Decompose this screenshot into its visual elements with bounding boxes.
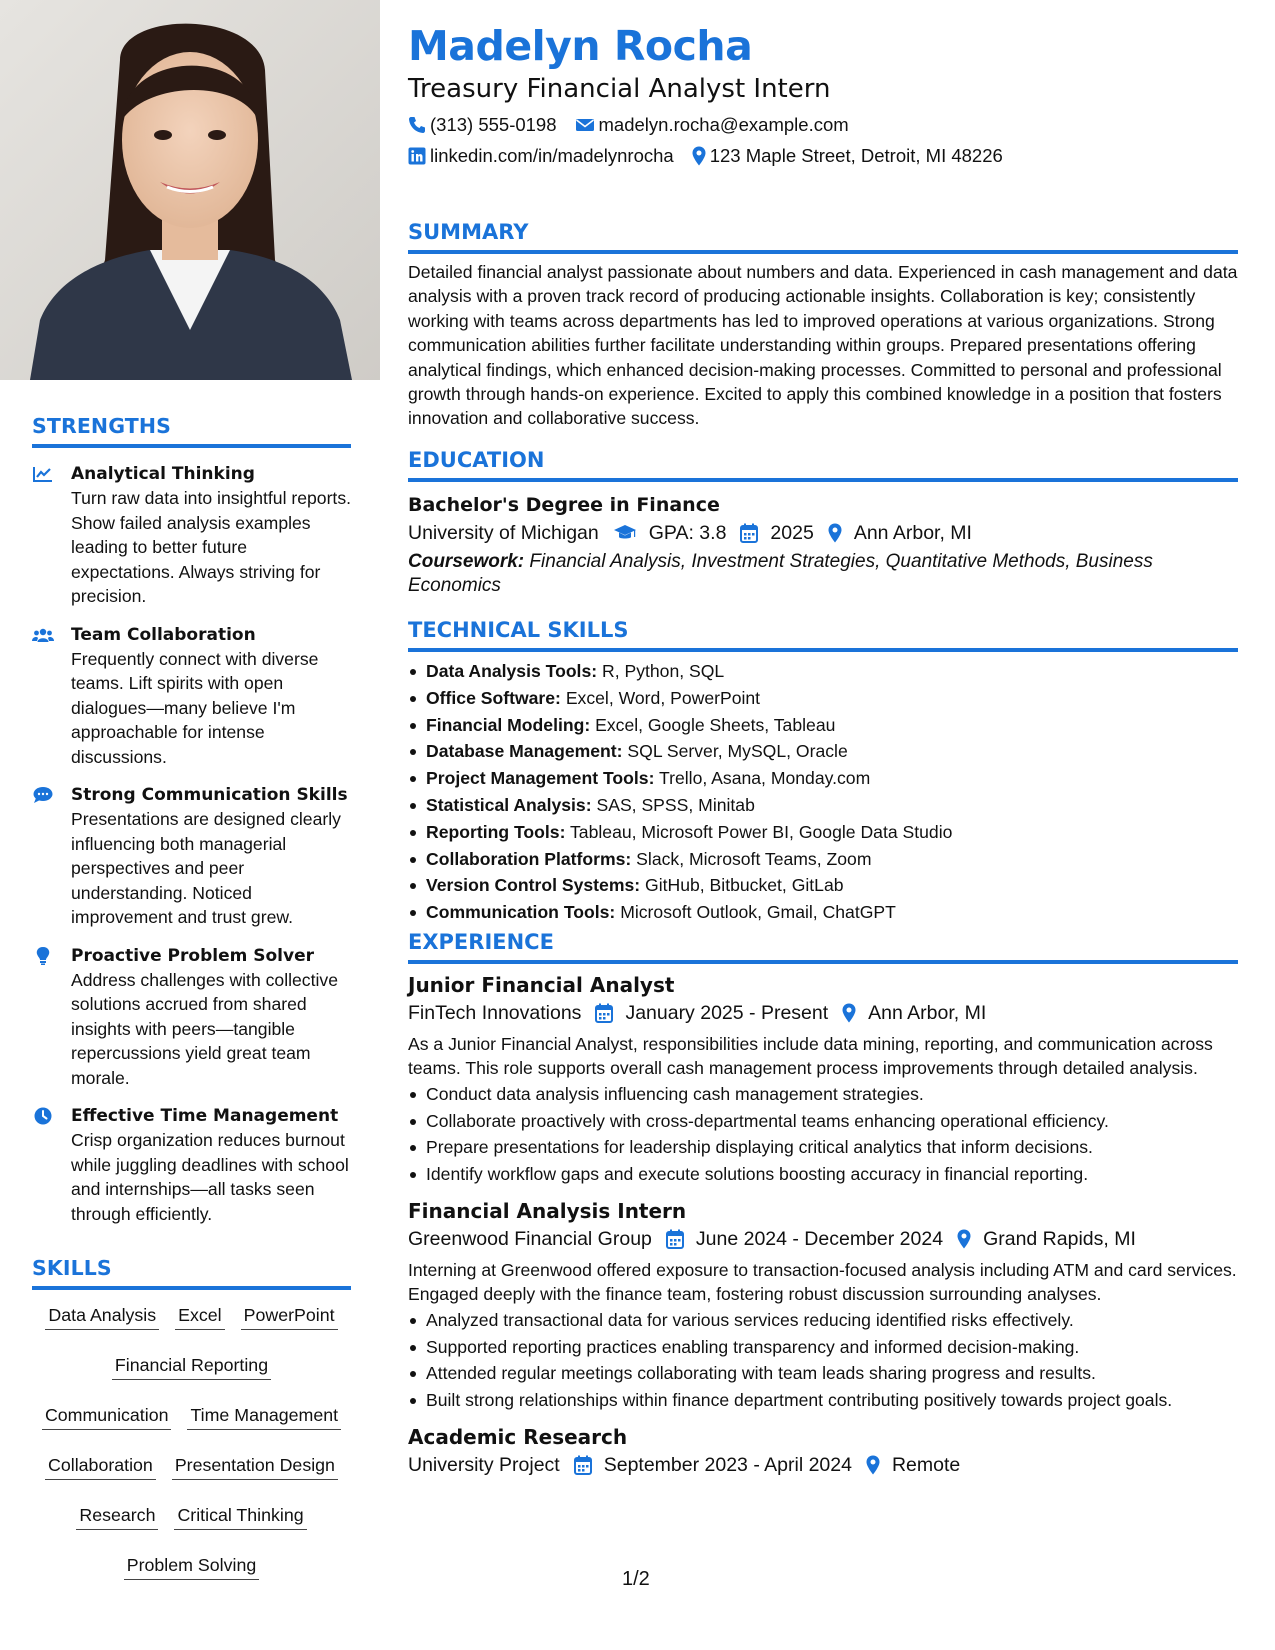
job-bullets: [408, 1307, 1238, 1414]
map-pin-icon: [866, 1455, 880, 1475]
job-meta: [408, 1224, 1238, 1254]
school-name: [408, 518, 599, 548]
skill-tag: Problem Solving: [124, 1550, 259, 1580]
strengths-heading: STRENGTHS: [32, 414, 351, 448]
year-text: 2025: [770, 522, 814, 544]
education-location: [828, 518, 972, 548]
gpa: [613, 518, 727, 548]
job-description: As a Junior Financial Analyst, responsibilities include data mining, reporting, and communication across teams. This role supports overall cash management process improvements through detailed analysis.: [408, 1034, 1213, 1079]
education-meta: [408, 518, 1238, 548]
summary-text: Detailed financial analyst passionate about numbers and data. Experienced in cash management and data analysis with a proven track record of producing actionable insights. Collaboration is key; consistently working with teams across departments has led to improved operations at various organizations. Strong communication abilities further facilitate understanding within groups. Prepared presentations offering analytical findings, which enhanced decision-making processes. Committed to personal and professional growth through hands-on experience. Excited to apply this combined knowledge in a position that fosters innovation and collaborative success.: [408, 262, 1238, 429]
strength-title: Strong Communication Skills: [71, 785, 348, 805]
skill-label: Project Management Tools:: [426, 768, 655, 789]
degree-title: Bachelor's Degree in Finance: [408, 494, 720, 516]
list-item: Identify workflow gaps and execute solutions boosting accuracy in financial reporting.: [408, 1161, 1238, 1188]
summary-heading: SUMMARY: [408, 220, 1238, 254]
page-number: 1/2: [622, 1568, 650, 1590]
linkedin-icon: [408, 147, 426, 165]
education-section: [408, 448, 1238, 598]
list-item: [408, 872, 1238, 899]
strength-desc: Crisp organization reduces burnout while juggling deadlines with school and internships—all tasks seen through efficiently.: [71, 1130, 349, 1224]
company: [408, 998, 581, 1028]
technical-skills-heading: TECHNICAL SKILLS: [408, 618, 1238, 652]
skill-label: Statistical Analysis:: [426, 794, 592, 815]
job-meta: [408, 1450, 1238, 1480]
graduation-year: [740, 518, 813, 548]
list-item: [408, 899, 1238, 926]
list-item: Supported reporting practices enabling transparency and informed decision-making.: [408, 1334, 1238, 1361]
skill-label: Collaboration Platforms:: [426, 848, 632, 869]
job-description: Interning at Greenwood offered exposure to transaction-focused analysis including ATM and card services. Engaged deeply with the finance team, fostering robust discussion surrounding analyses.: [408, 1260, 1237, 1305]
coursework-label: Coursework:: [408, 551, 525, 572]
skill-label: Reporting Tools:: [426, 821, 566, 842]
dates-text: January 2025 - Present: [625, 1002, 829, 1024]
strengths-section: [32, 414, 351, 1226]
job-location: [842, 998, 986, 1028]
contact-row-2: [408, 145, 1021, 167]
skills-heading: SKILLS: [32, 1256, 351, 1290]
strength-title: Team Collaboration: [71, 624, 256, 645]
technical-skills-section: [408, 618, 1238, 926]
strength-desc: Frequently connect with diverse teams. Lift spirits with open dialogues—many believe I'm approachable for intense discussions.: [71, 648, 319, 767]
skill-tag-list: [32, 1300, 351, 1600]
location-text: Ann Arbor, MI: [868, 1002, 987, 1024]
location-text: Ann Arbor, MI: [853, 522, 972, 544]
address-contact: [692, 145, 1003, 167]
profile-photo: [0, 0, 380, 380]
linkedin-text: linkedin.com/in/madelynrocha: [430, 145, 674, 166]
company-text: Greenwood Financial Group: [408, 1228, 652, 1250]
address-text: 123 Maple Street, Detroit, MI 48226: [709, 145, 1003, 166]
dates-text: September 2023 - April 2024: [603, 1454, 852, 1476]
map-pin-icon: [842, 1003, 856, 1023]
sidebar: [0, 0, 380, 1650]
envelope-icon: [575, 117, 595, 133]
technical-skills-list: [408, 658, 1238, 926]
skill-value: SAS, SPSS, Minitab: [596, 794, 755, 815]
map-pin-icon: [828, 523, 842, 543]
skills-section: [32, 1256, 351, 1600]
list-item: [408, 765, 1238, 792]
skill-value: Tableau, Microsoft Power BI, Google Data Studio: [570, 821, 953, 842]
skill-label: Version Control Systems:: [426, 875, 641, 896]
list-item: [408, 846, 1238, 873]
job-meta: [408, 998, 1238, 1028]
list-item: Conduct data analysis influencing cash management strategies.: [408, 1081, 1238, 1108]
strength-desc: Presentations are designed clearly influencing both managerial perspectives and peer understanding. Noticed improvement and trust grew.: [71, 809, 341, 927]
lightbulb-icon: [32, 947, 54, 965]
clock-icon: [32, 1107, 54, 1125]
strength-item: [32, 623, 351, 770]
skill-tag: PowerPoint: [241, 1300, 338, 1330]
skill-tag: Time Management: [187, 1400, 341, 1430]
strength-item: [32, 783, 351, 930]
strength-desc: Address challenges with collective solutions accrued from shared insights with peers—tangible repercussions yield great team morale.: [71, 969, 338, 1088]
job-dates: [666, 1224, 943, 1254]
skill-value: Microsoft Outlook, Gmail, ChatGPT: [620, 902, 896, 923]
strength-item: [32, 462, 351, 609]
skill-tag: Research: [76, 1500, 158, 1530]
skill-value: Trello, Asana, Monday.com: [659, 768, 871, 789]
school-text: University of Michigan: [408, 522, 599, 544]
email-text: madelyn.rocha@example.com: [598, 114, 849, 135]
education-heading: EDUCATION: [408, 448, 1238, 482]
email-contact[interactable]: [575, 114, 849, 136]
skill-label: Communication Tools:: [426, 902, 616, 923]
gpa-text: GPA: 3.8: [648, 522, 727, 544]
strength-title: Analytical Thinking: [71, 464, 255, 484]
skill-value: Excel, Google Sheets, Tableau: [595, 714, 836, 735]
phone-icon: [408, 116, 426, 134]
list-item: Attended regular meetings collaborating with team leads sharing progress and results.: [408, 1360, 1238, 1387]
skill-label: Financial Modeling:: [426, 714, 591, 735]
map-pin-icon: [692, 146, 706, 166]
job-entry: [408, 1424, 1238, 1480]
coursework-list: Financial Analysis, Investment Strategies, Quantitative Methods, Business Economics: [408, 551, 1153, 596]
map-pin-icon: [957, 1229, 971, 1249]
calendar-icon: [574, 1455, 592, 1475]
company-text: University Project: [408, 1454, 560, 1476]
job-location: [957, 1224, 1136, 1254]
skill-tag: Financial Reporting: [112, 1350, 271, 1380]
linkedin-contact[interactable]: [408, 145, 674, 167]
graduation-cap-icon: [613, 524, 637, 542]
skill-value: Slack, Microsoft Teams, Zoom: [636, 848, 872, 869]
list-item: Collaborate proactively with cross-departmental teams enhancing operational efficiency.: [408, 1108, 1238, 1135]
company: [408, 1450, 560, 1480]
list-item: Analyzed transactional data for various services reducing identified risks effectively.: [408, 1307, 1238, 1334]
skill-tag: Communication: [42, 1400, 172, 1430]
strength-desc: Turn raw data into insightful reports. Show failed analysis examples leading to better future expectations. Always striving for precision.: [71, 488, 352, 606]
list-item: Built strong relationships within finance department contributing positively towards project goals.: [408, 1387, 1238, 1414]
job-title: Junior Financial Analyst: [408, 973, 675, 997]
location-text: Remote: [891, 1454, 961, 1476]
chart-line-icon: [32, 465, 54, 483]
job-entry: [408, 1198, 1238, 1414]
job-title: Academic Research: [408, 1425, 628, 1449]
skill-value: GitHub, Bitbucket, GitLab: [645, 875, 844, 896]
company-text: FinTech Innovations: [408, 1002, 582, 1024]
skill-label: Data Analysis Tools:: [426, 661, 598, 681]
company: [408, 1224, 652, 1254]
strength-item: [32, 944, 351, 1091]
list-item: [408, 658, 1238, 685]
strength-title: Effective Time Management: [71, 1106, 339, 1126]
candidate-name: Madelyn Rocha: [408, 22, 753, 70]
list-item: [408, 792, 1238, 819]
summary-section: [408, 220, 1238, 431]
job-title: Financial Analysis Intern: [408, 1199, 687, 1223]
users-icon: [32, 626, 54, 644]
comment-icon: [32, 786, 54, 804]
skill-label: Office Software:: [426, 687, 561, 708]
location-text: Grand Rapids, MI: [983, 1228, 1136, 1250]
strength-title: Proactive Problem Solver: [71, 945, 314, 966]
list-item: [408, 738, 1238, 765]
skill-label: Database Management:: [426, 741, 623, 762]
calendar-icon: [666, 1229, 684, 1249]
skill-tag: Presentation Design: [172, 1450, 338, 1480]
skill-tag: Critical Thinking: [174, 1500, 306, 1530]
dates-text: June 2024 - December 2024: [695, 1228, 944, 1250]
skill-tag: Data Analysis: [45, 1300, 159, 1330]
candidate-title: Treasury Financial Analyst Intern: [408, 74, 831, 104]
list-item: [408, 685, 1238, 712]
coursework: [408, 550, 1238, 598]
skill-value: R, Python, SQL: [601, 661, 725, 681]
skill-tag: Excel: [175, 1300, 224, 1330]
skill-value: Excel, Word, PowerPoint: [565, 687, 761, 708]
list-item: [408, 712, 1238, 739]
skill-value: SQL Server, MySQL, Oracle: [627, 741, 848, 762]
calendar-icon: [740, 523, 758, 543]
calendar-icon: [595, 1003, 613, 1023]
job-dates: [595, 998, 828, 1028]
experience-heading: EXPERIENCE: [408, 930, 1238, 964]
job-entry: [408, 972, 1238, 1188]
list-item: Prepare presentations for leadership displaying critical analytics that inform decisions.: [408, 1134, 1238, 1161]
job-dates: [574, 1450, 852, 1480]
strength-item: [32, 1104, 351, 1226]
job-location: [866, 1450, 960, 1480]
contact-row: [408, 114, 867, 136]
phone-text: (313) 555-0198: [430, 114, 557, 135]
phone-contact[interactable]: [408, 114, 557, 136]
job-bullets: [408, 1081, 1238, 1188]
experience-section: [408, 930, 1238, 1480]
skill-tag: Collaboration: [45, 1450, 156, 1480]
profile-photo-illustration: [0, 0, 380, 380]
list-item: [408, 819, 1238, 846]
